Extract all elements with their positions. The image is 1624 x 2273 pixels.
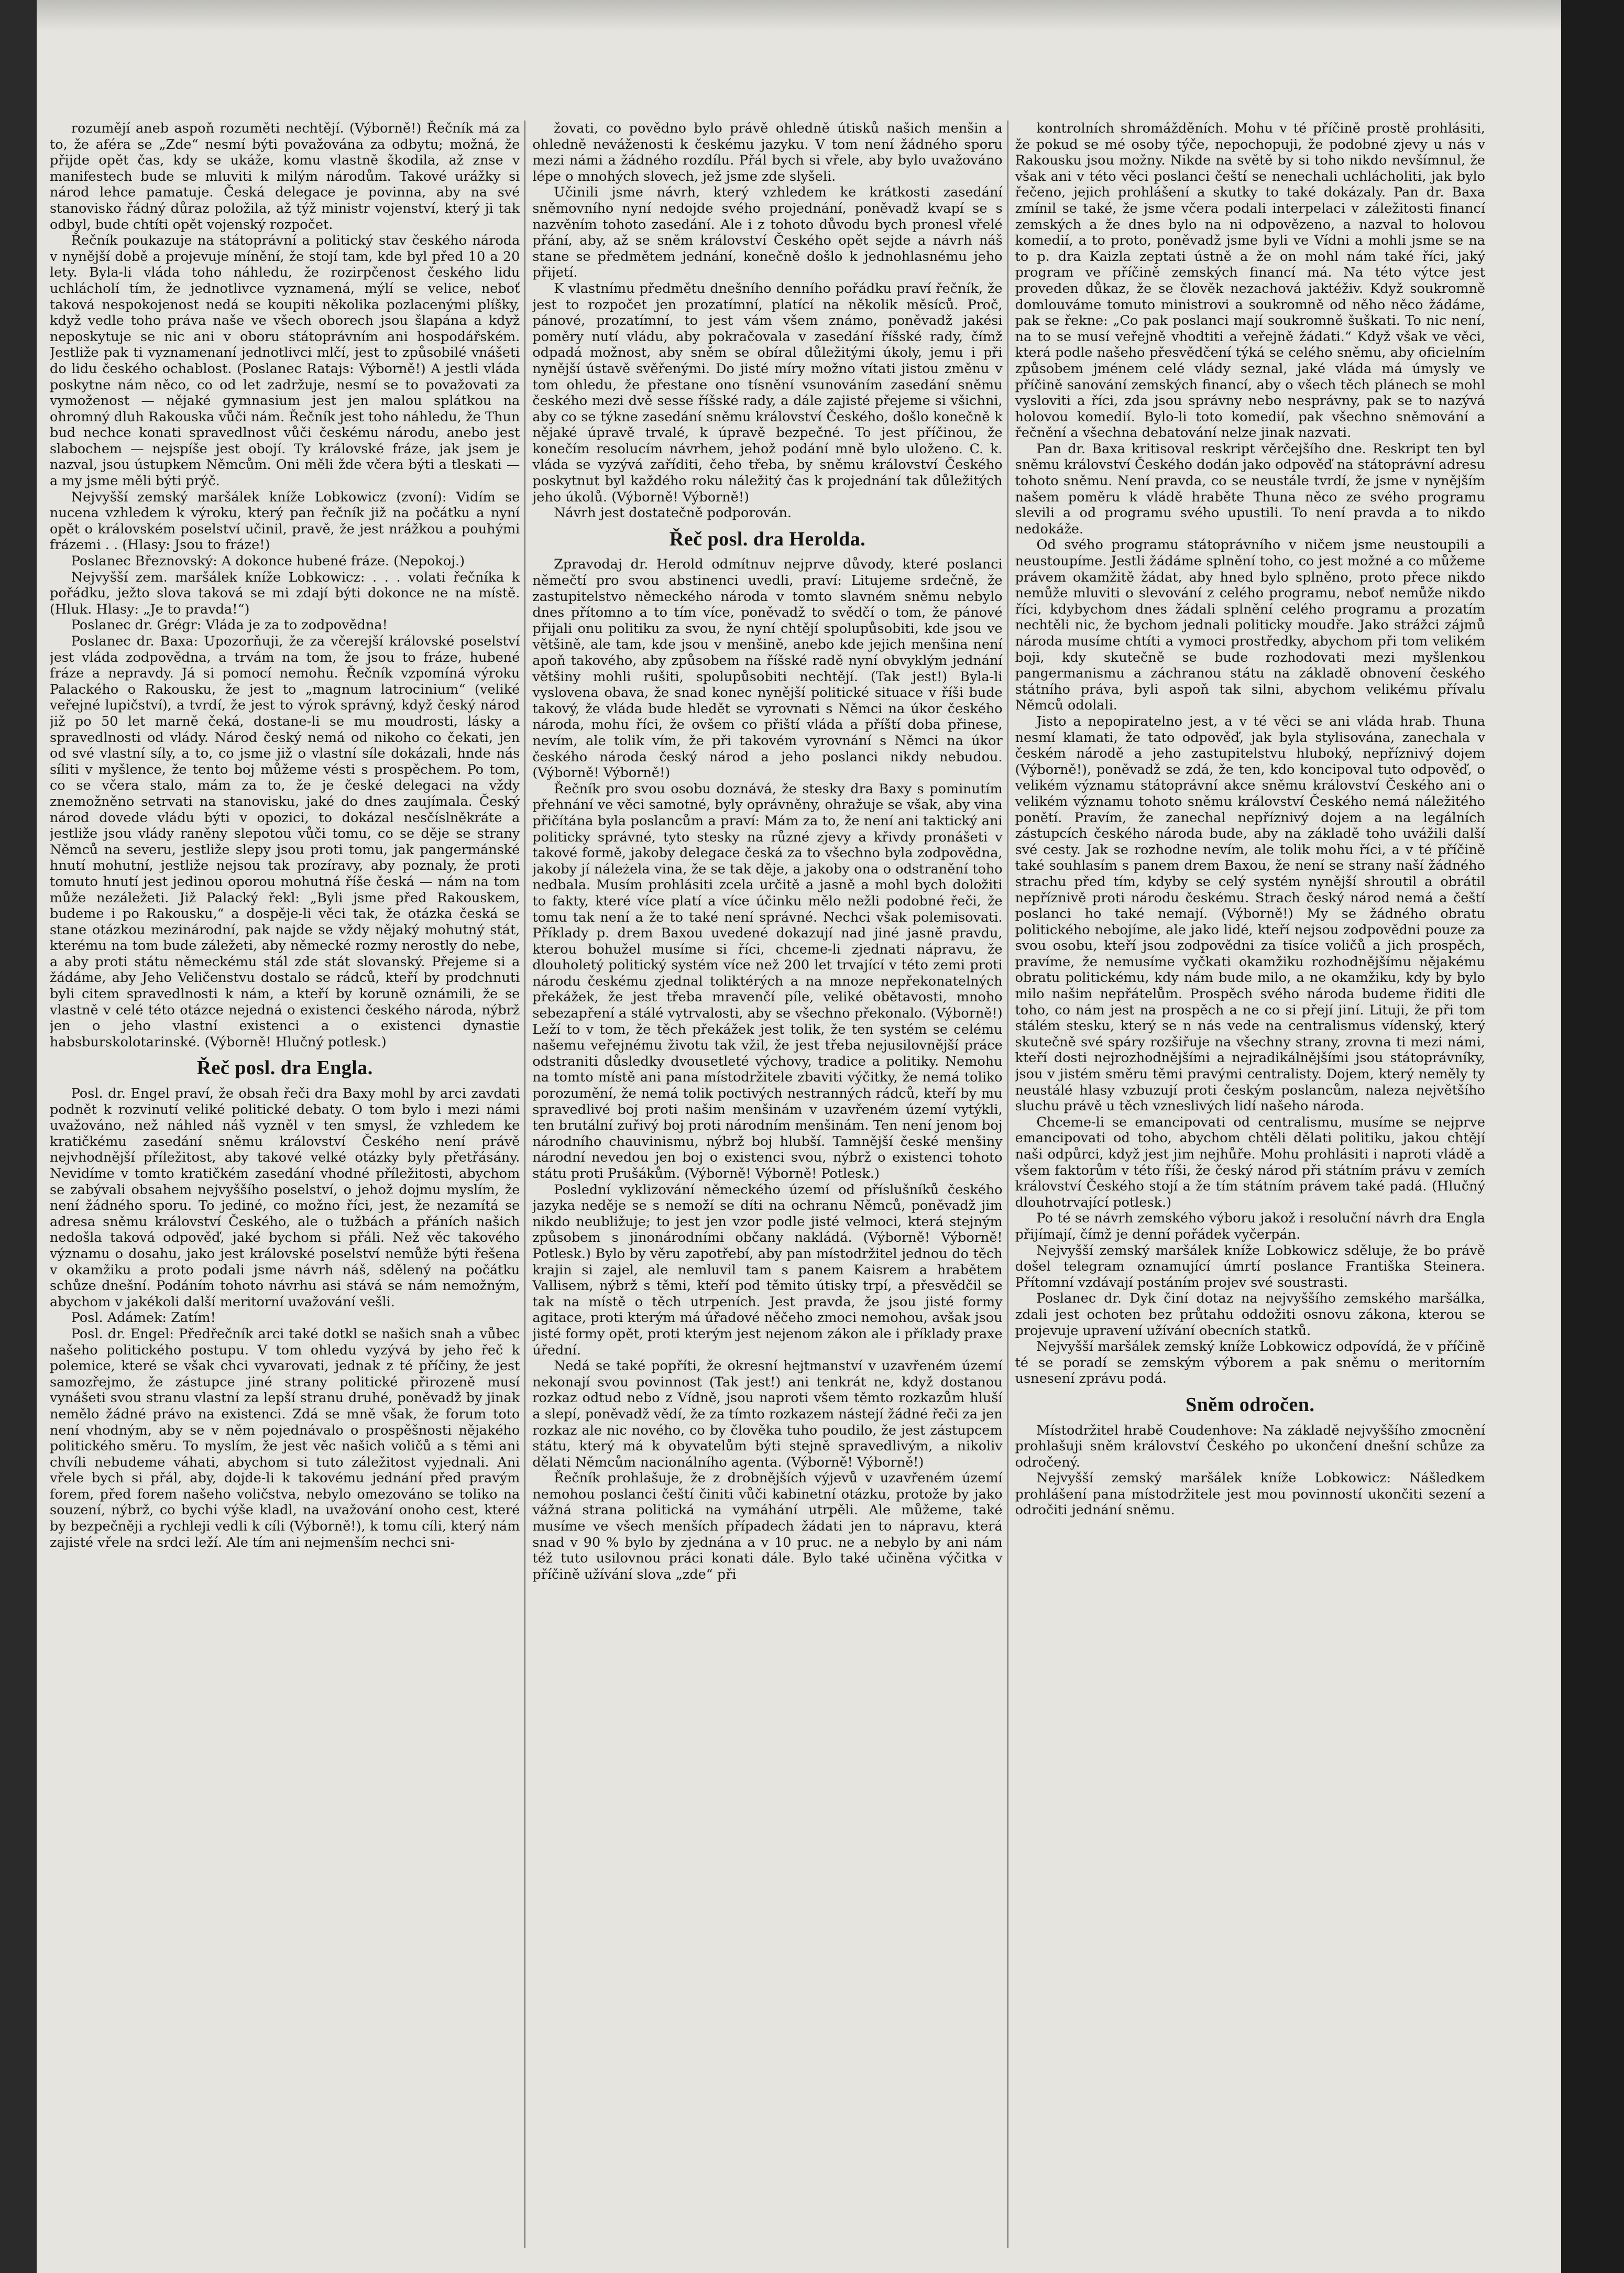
scan-top-shadow xyxy=(37,0,1561,31)
paragraph: Posl. dr. Engel: Předřečník arci také dotkl se našich snah a vůbec našeho politického postupu. V tom ohledu vyzývá by jeho řeč k polemice, které se však chci vyvarovati, jednak z té příčiny, že jest samozřejmo, že zástupce jiné strany politické přirozeně musí vynášeti svou stranu vlastní za lepší stranu druhé, poněvadž by jinak nemělo žádné právo na existenci. Zdá se mně však, že forum toto není vhodným, aby se v něm pojednávalo o prospěšnosti nějakého politického směru. To myslím, že jest věc našich voličů a s těmi ani chvíli nebudeme váhati, abychom si tuto záležitost vyjednali. Ani vřele bych si přál, aby, dojde-li k takovému jednání před pravým forem, před forem našeho voličstva, nebylo omezováno se toliko na souzení, nýbrž, co bychi výše kladl, na uvažování onoho cest, které by bezpečněji a rychleji vedli k cíli (Výborně!), k tomu cíli, který nám zajisté vřele na srdci leží. Ale tím ani nejmenším nechci sni- xyxy=(50,1326,520,1550)
paragraph: Řečník poukazuje na státoprávní a politický stav českého národa v nynější době a projevuje mínění, že stojí tam, kde byl před 10 a 20 lety. Byla-li vláda toho náhledu, že rozirpčenost českého lidu uchlácholí tím, že jednotlivce vyznamená, mýlí se velice, neboť taková nespokojenost nedá se koupiti několika pozlacenými plíšky, když vedle toho práva naše ve všech oborech jsou šlapána a když neposkytuje se nic ani v oboru státoprávním ani hospodářském. Jestliže pak ti vyznamenaní jednotlivci mlčí, jest to způsobilé vnášeti do lidu českého ochablost. (Poslanec Ratajs: Výborně!) A jestli vláda poskytne nám něco, co od let zadržuje, nesmí se to považovati za vymoženost — nějaké gymnasium jest jen malou splátkou na ohromný dluh Rakouska vůči nám. Řečník jest toho náhledu, že Thun bud nechce konati spravedlnost vůči českému národu, anebo jest slabochem — nejspíše jest obojí. Ty královské fráze, jak jsem je nazval, jsou ústupkem Němcům. Oni měli žde včera býti a tleskati — a my jsme měli býti prýč. xyxy=(50,233,520,489)
paragraph: rozumějí aneb aspoň rozuměti nechtějí. (Výborně!) Řečník má za to, že aféra se „Zde“ nesmí býti považována za odbytu; možná, že přijde opět čas, kdy se ukáže, komu vlastně škodila, až znse v manifestech bude se mluviti k milým národům. Takové urážky si národ lehce pamatuje. Česká delegace je povinna, aby na své stanovisko řádný důraz položila, až týž ministr vojenství, který ji tak odbyl, bude chtíti opět vojenský rozpočet. xyxy=(50,121,520,233)
paragraph: Nejvyšší zemský maršálek kníže Lobkowicz: Nášledkem prohlášení pana místodržitele jest mou povinností ukončiti sezení a odročiti jednání sněmu. xyxy=(1015,1470,1485,1518)
paragraph: Nejvyšší zemský maršálek kníže Lobkowicz sděluje, že bo právě došel telegram oznamující úmrtí poslance Františka Steinera. Přítomní vzdávají postáním projev své soustrasti. xyxy=(1015,1242,1485,1291)
scan-left-edge xyxy=(0,0,37,2273)
col2-body xyxy=(532,121,1002,521)
col3-body-2 xyxy=(1015,1423,1485,1519)
paragraph: K vlastnímu předmětu dnešního denního pořádku praví řečník, že jest to rozpočet jen prozatímní, platící na několik měsíců. Proč, pánové, prozatímní, to jest vám všem známo, poněvadž jakési poměry nutí vládu, aby pokračovala v zasedání říšské rady, čímž odpadá možnost, aby sněm se obíral důležitými úkoly, jemu i při nynější ústavě svěřenými. Do jisté míry možno vítati jistou změnu v tom ohledu, že přestane ono tísnění vsunováním zasedání sněmu českého mezi dvě sesse říšské rady, a dále zajisté přejeme si všichni, aby co se týkne zasedání sněmu království Českého, došlo konečně k nějaké úpravě trvalé, k úpravě bezpečné. To jest příčinou, že konečím resolucím návrhem, jehož podání mně bylo uloženo. C. k. vláda se vyzývá zaříditi, čeho třeba, by sněmu království Českého poskytnut byl každého roku náležitý čas k projednání tak důležitých jeho úkolů. (Výborně! Výborně!) xyxy=(532,280,1003,505)
column-3 xyxy=(1015,121,1485,2248)
paragraph: Od svého programu státoprávního v ničem jsme neustoupili a neustoupíme. Jestli žádáme splnění toho, co jest možné a co můžeme právem okamžitě žádat, aby hned bylo splněno, proto přece nikdo nemůže mluviti o slevování z celého programu, neboť nemůže nikdo říci, kdybychom dnes žádali splnění celého programu a prozatím nechtěli nic, že bychom jednali politicky moudře. Jako strážci zájmů národa musíme chtíti a vymoci prostředky, abychom při tom velikém boji, kdy skutečně se bude rozhodovati mezi myšlenkou pangermanismu a záchranou státu na základě obnovení českého státního práva, byli aspoň tak silni, abychom velikému přívalu Němců odolali. xyxy=(1015,537,1485,714)
paragraph: Nejvyšší maršálek zemský kníže Lobkowicz odpovídá, že v příčině té se poradí se zemským výborem a pak sněmu o meritorním usnesení zprávu podá. xyxy=(1015,1339,1485,1387)
section-heading: Řeč posl. dra Herolda. xyxy=(669,528,866,550)
paragraph: Místodržitel hrabě Coudenhove: Na základě nejvyššího zmocnění prohlašuji sněm království Českého po ukončení dnešní schůze za odročený. xyxy=(1015,1422,1485,1470)
paragraph: Řečník prohlašuje, že z drobnějších výjevů v uzavřeném území nemohou poslanci čeští činiti vůči kabinetní otázku, protože by jako vážná strana politická na vymáhání utrpěli. Ale můžeme, také musíme ve všech menších případech žádati jen to nápravu, která snad v 90 % bylo by zjednána a v 10 pruc. ne a nebylo by ani nám též tuto usilovnou práci konati dále. Bylo také učiněna výčitka v příčině užívání slova „zde“ při xyxy=(532,1470,1003,1582)
paragraph: Nejvyšší zemský maršálek kníže Lobkowicz (zvoní): Vidím se nucena vzhledem k výroku, který pan řečník již na počátku a nyní opět o královském poselství učinil, pravě, že jest nrážkou a pouhými frázemi . . (Hlasy: Jsou to fráze!) xyxy=(50,489,520,553)
section-heading: Řeč posl. dra Engla. xyxy=(196,1057,373,1079)
paragraph: Nejvyšší zem. maršálek kníže Lobkowicz: . . . volati řečníka k pořádku, ježto slova taková se mi zdají býti dokonce ne na místě. (Hluk. Hlasy: „Je to pravda!“) xyxy=(50,569,520,617)
col3-body xyxy=(1015,121,1485,1387)
paragraph: Po té se návrh zemského výboru jakož i resoluční návrh dra Engla přijímají, čímž je denní pořádek vyčerpán. xyxy=(1015,1210,1485,1242)
paragraph: kontrolních shromážděních. Mohu v té příčině prostě prohlásiti, že pokud se mé osoby týče, nepochopuji, že podobné zjevy u nás v Rakousku jsou možny. Nikde na světě by si toho nikdo nevšímnul, že však ani v této věci poslanci čeští se nenechali uchlácholiti, jak bylo řečeno, jejich prohlášení a skutky to také dokázaly. Pan dr. Baxa zmínil se také, že jsme včera podali interpelaci v záležitosti financí zemských a že dnes bylo na ni odpovězeno, a nazval to holovou komedií, a to proto, poněvadž jsme byli ve Vídni a mohli jsme se na to p. dra Kaizla zeptati ústně a že on mohl nám také říci, jaký program ve příčině zemských financí má. Na této výtce jest proveden důkaz, že se člověk nezachová jaktéživ. Když soukromně domlouváme tomuto ministrovi a soukromně od něho něco žádáme, pak se řekne: „Co pak poslanci mají soukromně šuškati. To nic není, na to se musí veřejně vhodtiti a veřejně žádati.“ Když však ve věci, která podle našeho přesvědčení týká se celého sněmu, aby oficielním způsobem jménem celé vlády seznal, jaké vláda má úmysly ve příčině sanování zemských financí, aby o všech těch plánech se mohl vysloviti a říci, zda jsou správny nebo nesprávny, pak se to nazývá holovou komedií. Bylo-li toto komedií, pak všechno sněmování a řečnění a všechna debatování nelze jinak nazvati. xyxy=(1015,121,1485,441)
paragraph: Posl. Adámek: Zatím! xyxy=(71,1310,216,1326)
paragraph: Řečník pro svou osobu doznává, že stesky dra Baxy s pominutím přehnání ve věci samotné, byly oprávněny, ohražuje se však, aby vina přičítána byla poslancům a praví: Mám za to, že není ani taktický ani politicky správné, tyto stesky na různé zjevy a křivdy pronášeti v takové formě, jakoby delegace česká za to všechno byla zodpovědna, jakoby jí náleżela vina, že se tak děje, a jakoby ona o odstranění toho nedbala. Musím prohlásiti zcela určitě a jasně a mohl bych doložiti to fakty, které více platí a více účinku mělo nežli podobné řeči, že tomu tak není a že to také není správné. Nechci však polemisovati. Příklady p. drem Baxou uvedené dokazují nad jiné jasně pravdu, kterou bohužel musíme si říci, chceme-li zjednati nápravu, že dlouholetý politický systém více než 200 let trvající v této zemi proti národu českému zjednal toliktérých a na mnoze nepřekonatelných překážek, že jest třeba mravenčí píle, veliké obětavosti, mnoho sebezapření a stálé vytrvalosti, aby se všechno překonalo. (Výborně!) Leží to v tom, že těch překážek jest tolik, že ten systém se celému našemu veřejnému životu tak vžil, že jest třeba nejusilovnější práce odstraniti důsledky dvousetleté výchovy, tradice a politiky. Nemohu na tomto místě ani pana místodržitele zbaviti výčitky, že nemá toliko porozumění, že nemá tolik poctivých nestranných rádců, kteří by mu spravedlivé boj proti našim menšinám v uzavřeném území vytýkli, ten brutální zuřivý boj proti národním menšinám. Ten není jenom boj národního chauvinismu, nýbrž boj hlubší. Tamnější české menšiny národní nevedou jen boj o existenci svou, nýbrž o existenci tohoto státu proti Prušákům. (Výborně! Výborně! Potlesk.) xyxy=(532,781,1003,1182)
paragraph: Poslanec Březnovský: A dokonce hubené fráze. (Nepokoj.) xyxy=(71,553,465,570)
paragraph: Zpravodaj dr. Herold odmítnuv nejprve důvody, které poslanci němečtí pro svou abstinenci uvedli, praví: Litujeme srdečně, že zastupitelstvo německého národa v tomto slavném sněmu nebylo dnes přítomno a to tím více, poněvadž to svědčí o tom, že pánové přijali onu politiku za svou, že nyní chtějí spolupůsobiti, kde jsou ve většině, ale tam, kde jsou v menšině, anebo kde jejich menšina není apoň takového, aby způsobem na říšské radě nyní obvyklým jednání většiny mohli rušiti, spolupůsobiti nechtějí. (Tak jest!) Byla-li vyslovena obava, že snad konec nynější politické situace v říši bude takový, že vláda bude hledět se vyrovnati s Němci na úkor českého národa, mohu říci, že ovšem co přiští vláda a příští doba přinese, nevím, ale tolik vím, že při takovém vyrovnání s Němci na úkor českého národa český národ a jeho poslanci nikdy nebudou. (Výborně! Výborně!) xyxy=(532,556,1003,781)
paragraph: Posl. dr. Engel praví, že obsah řeči dra Baxy mohl by arci zavdati podnět k rozvinutí veliké politické debaty. O tom bylo i mezi námi uvažováno, než náhled náš vyzněl v ten smysl, že vzhledem ke kratičkému zasedání sněmu království Českého není právě nejvhodnější příležitost, aby takové velké otázky byly přetřásány. Nevidíme v tomto kratičkém zasedání vhodné příležitosti, abychom se zabývali obsahem nejvyššího poselství, o jehož dojmu myslím, že není žádného sporu. To jediné, co možno říci, jest, že nezamítá se adresa sněmu království Českého, ale o tužbách a přáních našich nedošla taková odpověď, jaké bychom si přáli. Než věc takového významu o dosahu, jako jest královské poselství nemůže býti řešena v okamžiku a proto podali jsme návrh náš, sdělený na počátku schůze dnešní. Podáním tohoto návrhu asi stává se nám nemožným, abychom v jakékoli další meritorní uvažování vešli. xyxy=(50,1086,520,1310)
col2-body-2 xyxy=(532,556,1002,1582)
column-1 xyxy=(50,121,520,2248)
paragraph: Učinili jsme návrh, který vzhledem ke krátkosti zasedání sněmovního nyní nedojde svého projednání, poněvadž kvapí se s nazvěním tohoto zasedání. Ale i z tohoto důvodu bych pronesl vřelé přání, aby, až se sněm království Českého opět sejde a návrh náš stane se předmětem jednání, konečně došlo k jednohlasnému jeho přijetí. xyxy=(532,184,1003,281)
article-columns xyxy=(50,121,1485,2248)
paragraph: Poslanec dr. Baxa: Upozorňuji, že za včerejší královské poselství jest vláda zodpovědna, a trvám na tom, že jsou to fráze, hubené fráze a nepravdy. Já si pomocí nemohu. Řečník vzpomíná výroku Palackého o Rakousku, že jest to „magnum latrocinium“ (veliké veřejné lupičství), a tvrdí, že jest to výrok správný, když český národ již po 50 let marně čeká, dostane-li se mu moudrosti, lásky a spravedlnosti od vlády. Národ český nemá od nikoho co čekati, jen od své vlastní síly, a to, co jsme již o vlastní síle dokázali, hnde nás síliti v myšlence, že tento boj můžeme vésti s prospěchem. Po tom, co se včera stalo, mám za to, že je české delegaci na vždy znemožněno setrvati na stanovisku, jaké do dnes zaujímala. Český národ dovede vládu býti v opozici, to dokázal nesčíslněkráte a jestliže jsou vlády raněny slepotou vůči tomu, co se děje se strany Němců na severu, jestliže slepy jsou proti tomu, jak pangermánské hnutí mohutní, jestliže nejsou tak prozíravy, aby poznaly, že proti tomuto hnutí jest jedinou oporou mohutná říše česká — nám na tom může nezáležeti. Již Palacký řekl: „Byli jsme před Rakouskem, budeme i po Rakousku,“ a dospěje-li věci tak, že otázka česká se stane otázkou mezinárodní, pak najde se vždy nějaký mohutný stát, kterému na tom bude záležeti, aby německé rozmy nerostly do nebe, a aby proti státu německému stál zde stát slovanský. Přejeme si a žádáme, aby Jeho Veličenstvu dostalo se rádců, kteří by prodchnuti byli citem spravedlnosti k nám, a kteří by koruně oznámili, že se vlastně v celé této otázce nejedná o existenci českého národa, nýbrž jen o jeho vlastní existenci a o existenci dynastie habsburskolotarinské. (Výborně! Hlučný potlesk.) xyxy=(50,633,520,1050)
section-heading: Sněm odročen. xyxy=(1186,1393,1315,1416)
paragraph: Poslední vyklizování německého území od příslušníků českého jazyka neděje se s nemoží se díti na ochranu Němců, poněvadž jim nikdo neubližuje; to jest jen vzor podle jisté velmoci, která stejným způsobem s jinonárodními občany nakládá. (Výborně! Výborně! Potlesk.) Bylo by věru zapotřebí, aby pan místodržitel jednou do těch krajin si zajel, ale nemluvil tam s panem Kaisrem a hrabětem Vallisem, nýbrž s těmi, kteří pod těmito útisky trpí, a přesvědčil se tak na místě o těch utrpeních. Jest pravda, že jsou jisté formy agitace, proti kterým má úřadové něčeho zmoci nemohou, avšak jsou jisté formy opět, proti kterým jest nejenom zákon ale i příklady praxe úřední. xyxy=(532,1182,1003,1358)
paragraph: Poslanec dr. Grégr: Vláda je za to zodpovědna! xyxy=(71,617,388,633)
paragraph: Poslanec dr. Dyk činí dotaz na nejvyššího zemského maršálka, zdali jest ochoten bez průtahu oddožiti osnovu zákona, kterou se projevuje upravení užívání obecních statků. xyxy=(1015,1291,1485,1339)
paragraph: Pan dr. Baxa kritisoval reskript věrčejšího dne. Reskript ten byl sněmu království Českého dodán jako odpověď na státoprávní adresu tohoto sněmu. Není pravda, co se neustále tvrdí, že jsme v nynějším našem poměru k vládě hraběte Thuna něco ze svého programu slevili a od programu svého upustili. To není pravda a to nikdo nedokáže. xyxy=(1015,441,1485,537)
paragraph: Návrh jest dostatečně podporován. xyxy=(554,505,792,521)
paragraph: žovati, co povědno bylo právě ohledně útisků našich menšin a ohledně neváženosti k českému jazyku. V tom není žádného sporu mezi námi a žádného rozdílu. Přál bych si vřele, aby bylo uvažováno lépe o mnohých slovech, jež jsme zde slyšeli. xyxy=(532,121,1003,184)
paragraph: Chceme-li se emancipovati od centralismu, musíme se nejprve emancipovati od toho, abychom chtěli dělati politiku, jakou chtějí naši odpůrci, když jest jim nejhůře. Mohu prohlásiti i naproti vládě a všem faktorům v této říši, že český národ při státním právu v zemích království Českého stojí a že tím státním právem také padá. (Hlučný dlouhotrvající potlesk.) xyxy=(1015,1114,1485,1210)
scan-right-edge xyxy=(1561,0,1624,2273)
paragraph: Jisto a nepopiratelno jest, a v té věci se ani vláda hrab. Thuna nesmí klamati, že tato odpověď, jak byla stylisována, zanechala v českém národě a jeho zastupitelstvu hluboký, nepříznivý dojem (Výborně!), poněvadž se zdá, že ten, kdo koncipoval tuto odpověď, o velikém významu státoprávní akce sněmu království Českého ani o velikém významu tohoto sněmu království Českého nemá náležitého ponětí. Pravím, že zanechal nepříznivý dojem a na legálních zástupcích českého národa bude, aby na základě toho uvážili další své cesty. Jak se rozhodne nevím, ale tolik mohu říci, a v té příčině také souhlasím s panem drem Baxou, že není se strany naší žádného strachu před tím, kdyby se celý systém nynější shroutil a obrátil nepříznivě proti národu českému. Strach český národ nemá a čeští poslanci ho také nemají. (Výborně!) My se žádného obratu politického nebojíme, ale jako lidé, kteří nejsou zodpovědni pouze za svou osobu, kteří jsou zodpovědni za tisíce voličů a jich prospěch, pravíme, že nemusíme vyčkati okamžiku rozhodnějšímu nějakému obratu politickému, kdy nám bude milo, a ne okamžiku, kdy by bylo milo našim nepřátelům. Prospěch svého národa budeme řiditi dle toho, co nám jest na prospěch a ne co si přejí jiní. Lituji, že při tom stálém stesku, který se n nás vede na centralismus vídenský, který skutečně své spáry rozšiřuje na všechny strany, zrovna ti mezi námi, kteří dosti nejrozhodnějšími a nejradikálnějšími jsou státoprávníky, jsou v jistém směru těmi pravými centralisty. Dojem, který neměly ty neustálé hlasy vzbuzují proti českým poslancům, naleza největšího sluchu právě u těch vzneslivých lidí našeho národa. xyxy=(1015,713,1485,1114)
col1-body-2 xyxy=(50,1086,520,1550)
col1-body xyxy=(50,121,520,1050)
paragraph: Nedá se také popříti, že okresní hejtmanství v uzavřeném území nekonají svou povinnost (Tak jest!) ani tenkrát ne, když dostanou rozkaz odtud nebo z Vídně, jsou naproti všem těmto rozkazům hluší a slepí, poněvadž vědí, že za tímto rozkazem nástejí žádné řeči za jen rozkaz ale nic nového, co by člověka tuho poudilo, že jest zástupcem státu, který má k obyvatelům býti stejně spravedlivým, a nikoliv dělati Němcům nacionálního agenta. (Výborně! Výborně!) xyxy=(532,1358,1003,1470)
column-2 xyxy=(532,121,1002,2248)
